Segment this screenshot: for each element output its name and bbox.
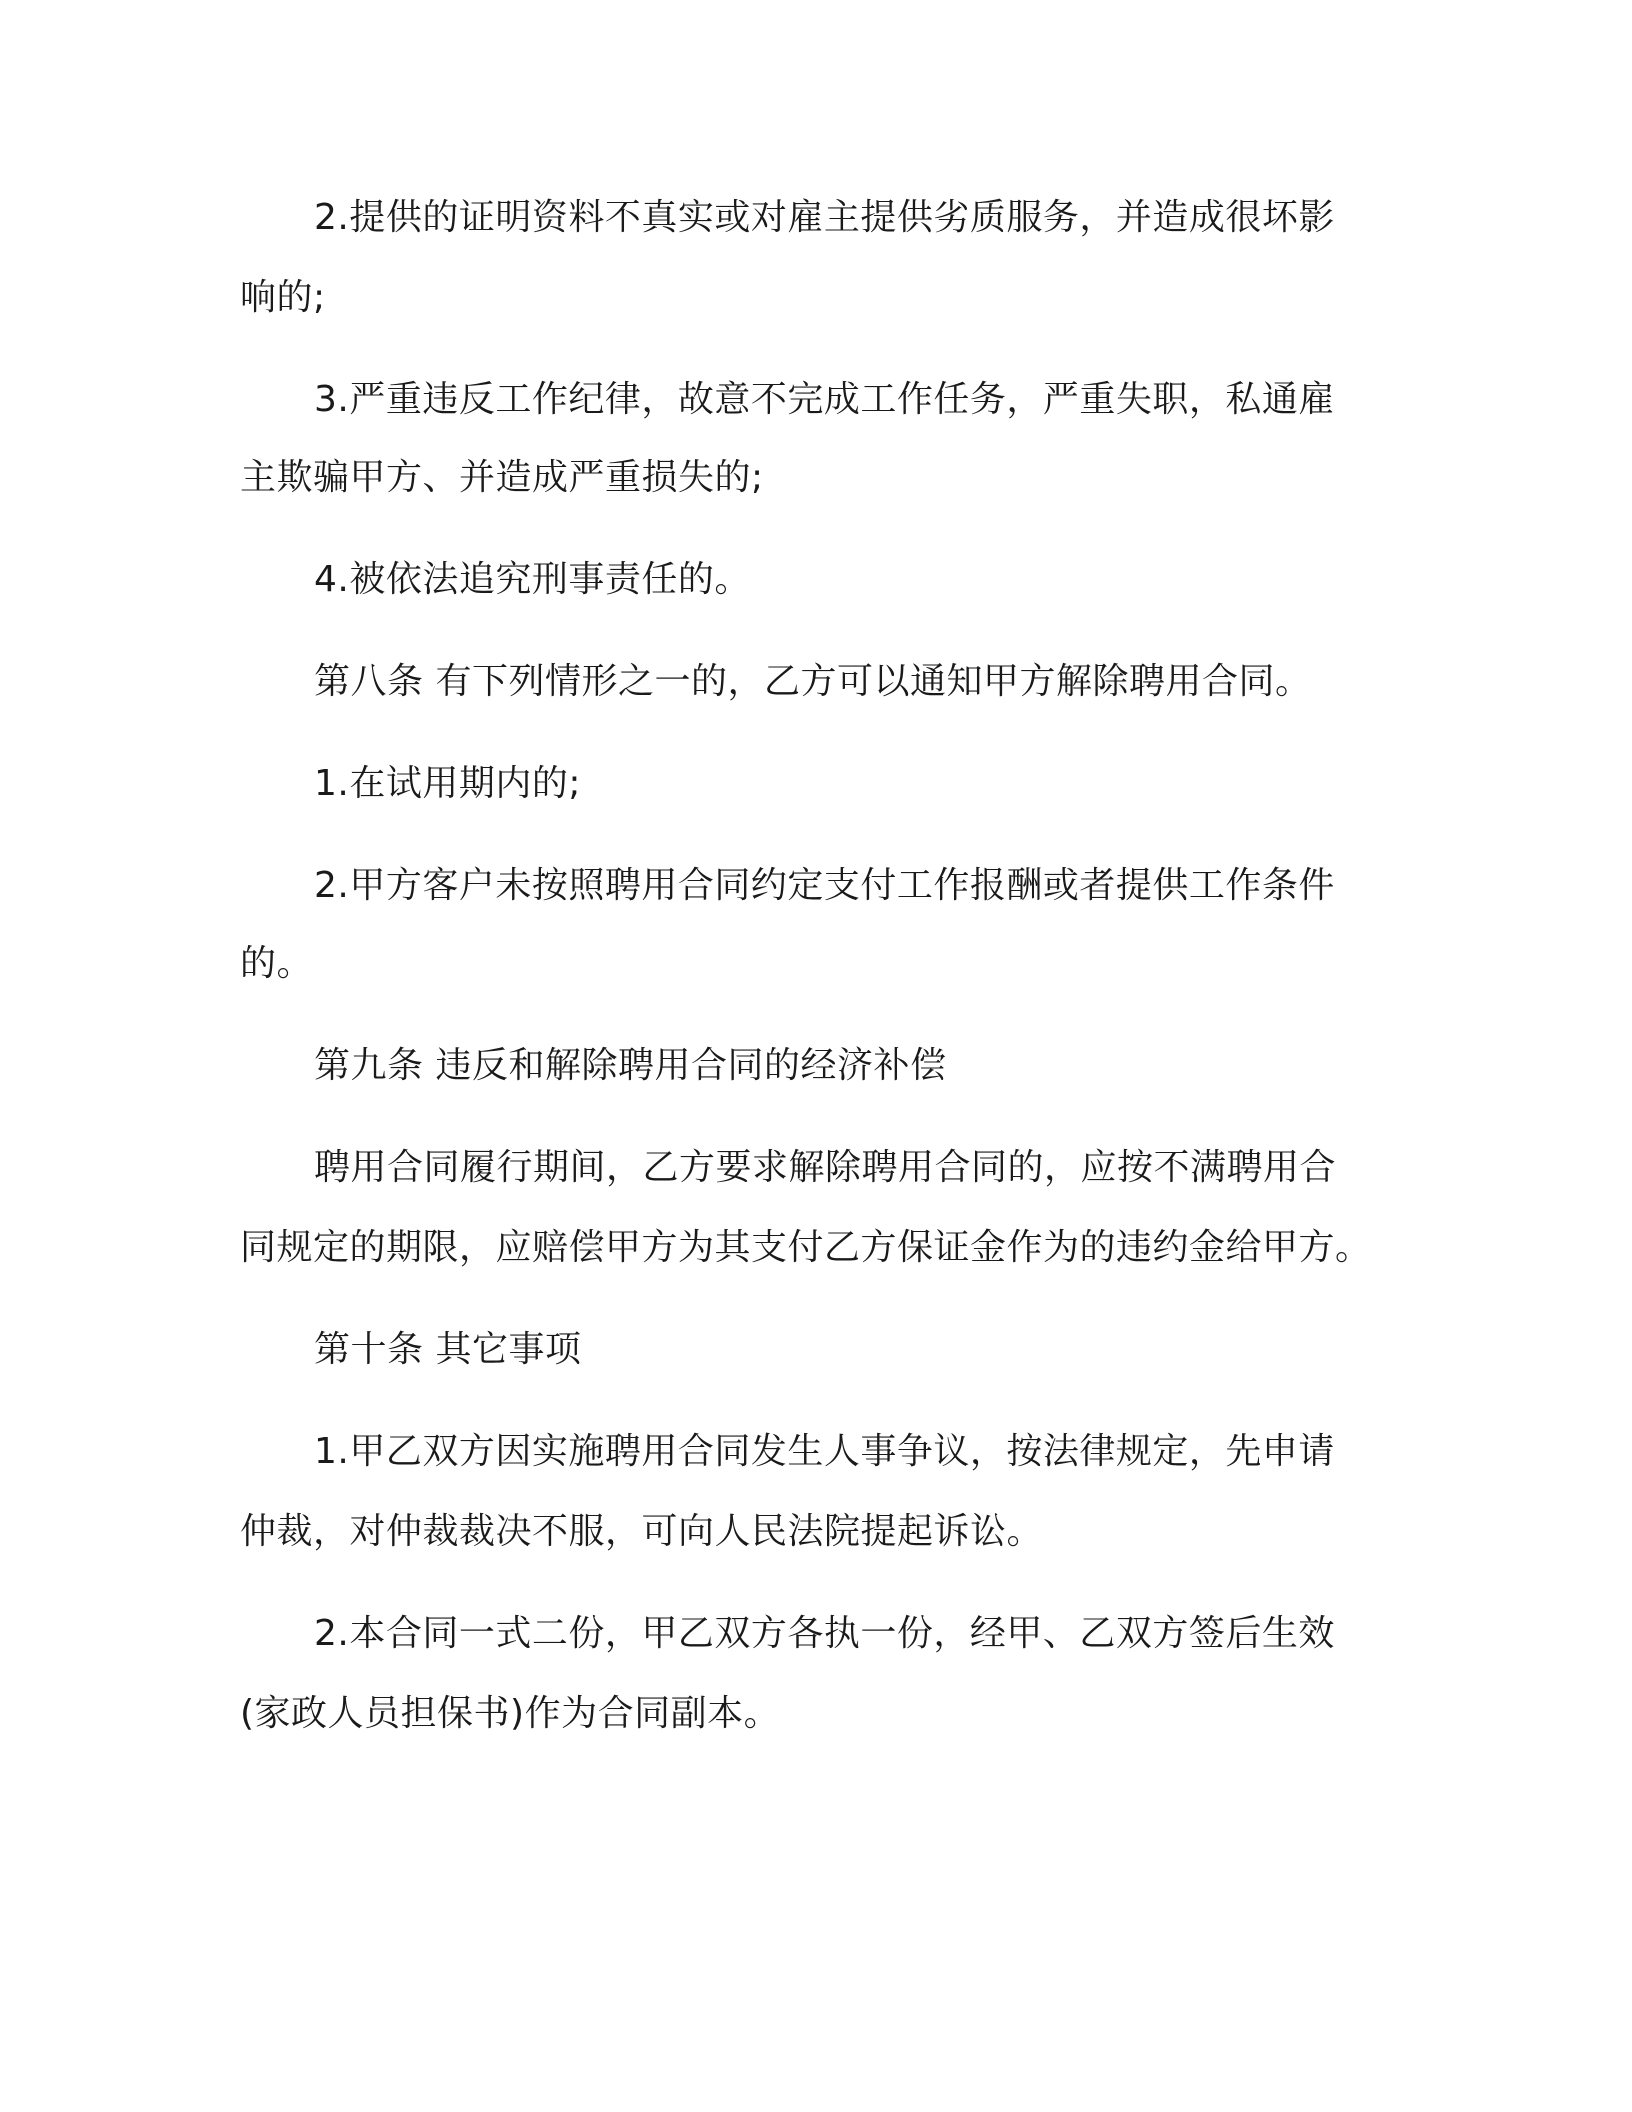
clause-9-body-line-1: 聘用合同履行期间，乙方要求解除聘用合同的，应按不满聘用合: [314, 1147, 1337, 1188]
clause-10-heading: 第十条 其它事项: [314, 1329, 582, 1370]
clause-7-item-3-line-1: 3.严重违反工作纪律，故意不完成工作任务，严重失职，私通雇: [314, 379, 1335, 420]
clause-10-item-1-line-2: 仲裁，对仲裁裁决不服，可向人民法院提起诉讼。: [240, 1511, 1044, 1552]
clause-8-heading: 第八条 有下列情形之一的，乙方可以通知甲方解除聘用合同。: [314, 661, 1312, 702]
clause-7-item-2-line-2: 响的;: [240, 277, 326, 318]
clause-10-item-2-line-1: 2.本合同一式二份，甲乙双方各执一份，经甲、乙双方签后生效: [314, 1613, 1335, 1654]
clause-8-item-2-line-2: 的。: [240, 943, 314, 984]
clause-8-item-2-line-1: 2.甲方客户未按照聘用合同约定支付工作报酬或者提供工作条件: [314, 865, 1335, 906]
clause-9-heading: 第九条 违反和解除聘用合同的经济补偿: [314, 1045, 947, 1086]
clause-7-item-2-line-1: 2.提供的证明资料不真实或对雇主提供劣质服务，并造成很坏影: [314, 197, 1335, 238]
clause-7-item-4: 4.被依法追究刑事责任的。: [314, 559, 751, 600]
clause-10-item-1-line-1: 1.甲乙双方因实施聘用合同发生人事争议，按法律规定，先申请: [314, 1431, 1335, 1472]
clause-10-item-2-line-2: (家政人员担保书)作为合同副本。: [240, 1693, 781, 1734]
clause-9-body-line-2: 同规定的期限，应赔偿甲方为其支付乙方保证金作为的违约金给甲方。: [240, 1227, 1372, 1268]
clause-8-item-1: 1.在试用期内的;: [314, 763, 581, 804]
clause-7-item-3-line-2: 主欺骗甲方、并造成严重损失的;: [240, 457, 764, 498]
